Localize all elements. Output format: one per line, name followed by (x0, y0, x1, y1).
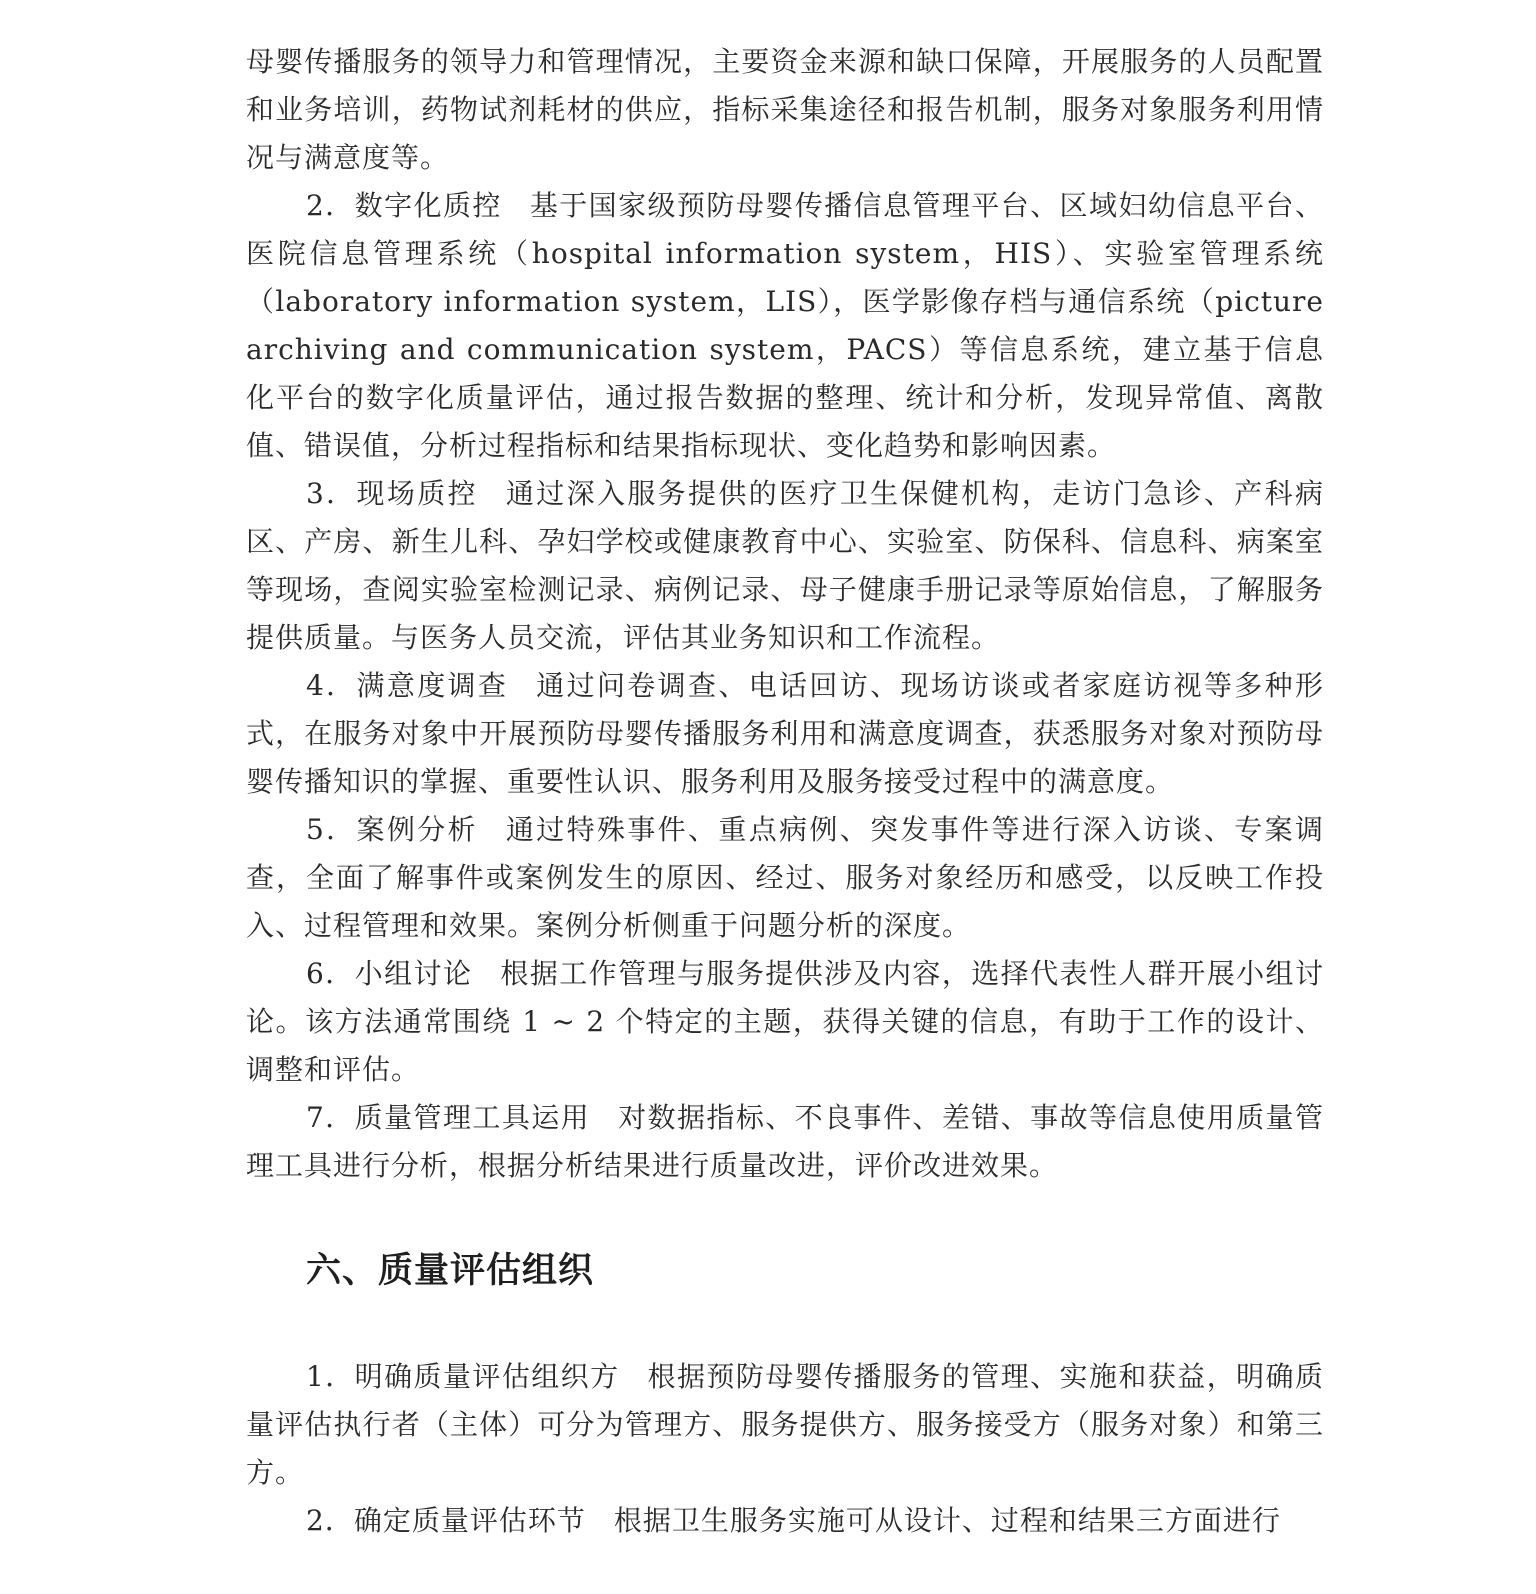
method-digital-qc (246, 182, 1324, 470)
org-item-text: 根据卫生服务实施可从设计、过程和结果三方面进行 (613, 1504, 1281, 1537)
continuation-paragraph: 母婴传播服务的领导力和管理情况，主要资金来源和缺口保障，开展服务的人员配置和业务培训，药物试剂耗材的供应，指标采集途径和报告机制，服务对象服务利用情况与满意度等。 (246, 45, 1324, 174)
method-title: 6．小组讨论 (306, 957, 473, 990)
org-item-text: 根据预防母婴传播服务的管理、实施和获益，明确质量评估执行者（主体）可分为管理方、服务提供方、服务接受方（服务对象）和第三方。 (246, 1360, 1324, 1489)
method-text: 根据工作管理与服务提供涉及内容，选择代表性人群开展小组讨论。该方法通常围绕 1 ~ 2 个特定的主题，获得关键的信息，有助于工作的设计、调整和评估。 (246, 957, 1324, 1086)
method-case-analysis (246, 806, 1324, 950)
method-text: 对数据指标、不良事件、差错、事故等信息使用质量管理工具进行分析，根据分析结果进行质量改进，评价改进效果。 (246, 1101, 1324, 1182)
method-onsite-qc (246, 470, 1324, 662)
org-item-define-organizer (246, 1353, 1324, 1497)
method-text: 基于国家级预防母婴传播信息管理平台、区域妇幼信息平台、医院信息管理系统（hospital information system，HIS）、实验室管理系统（laboratory information system，LIS），医学影像存档与通信系统（picture archiving and communication system，PACS）等信息系统，建立基于信息化平台的数字化质量评估，通过报告数据的整理、统计和分析，发现异常值、离散值、错误值，分析过程指标和结果指标现状、变化趋势和影响因素。 (246, 189, 1324, 462)
method-title: 3．现场质控 (306, 477, 478, 510)
method-title: 4．满意度调查 (306, 669, 509, 702)
page-body (246, 38, 1324, 1545)
method-satisfaction-survey (246, 662, 1324, 806)
method-text: 通过深入服务提供的医疗卫生保健机构，走访门急诊、产科病区、产房、新生儿科、孕妇学校或健康教育中心、实验室、防保科、信息科、病案室等现场，查阅实验室检测记录、病例记录、母子健康手册记录等原始信息，了解服务提供质量。与医务人员交流，评估其业务知识和工作流程。 (246, 477, 1324, 654)
method-text: 通过特殊事件、重点病例、突发事件等进行深入访谈、专案调查，全面了解事件或案例发生的原因、经过、服务对象经历和感受，以反映工作投入、过程管理和效果。案例分析侧重于问题分析的深度。 (246, 813, 1324, 942)
method-quality-tools (246, 1094, 1324, 1190)
org-item-define-stages (246, 1497, 1324, 1545)
method-title: 5．案例分析 (306, 813, 478, 846)
org-item-title: 1．明确质量评估组织方 (306, 1360, 620, 1393)
method-text: 通过问卷调查、电话回访、现场访谈或者家庭访视等多种形式，在服务对象中开展预防母婴传播服务利用和满意度调查，获悉服务对象对预防母婴传播知识的掌握、重要性认识、服务利用及服务接受过程中的满意度。 (246, 669, 1324, 798)
method-group-discussion (246, 950, 1324, 1094)
method-title: 2．数字化质控 (306, 189, 502, 222)
org-item-title: 2．确定质量评估环节 (306, 1504, 586, 1537)
method-title: 7．质量管理工具运用 (306, 1101, 591, 1134)
section-heading: 六、质量评估组织 (306, 1251, 595, 1291)
